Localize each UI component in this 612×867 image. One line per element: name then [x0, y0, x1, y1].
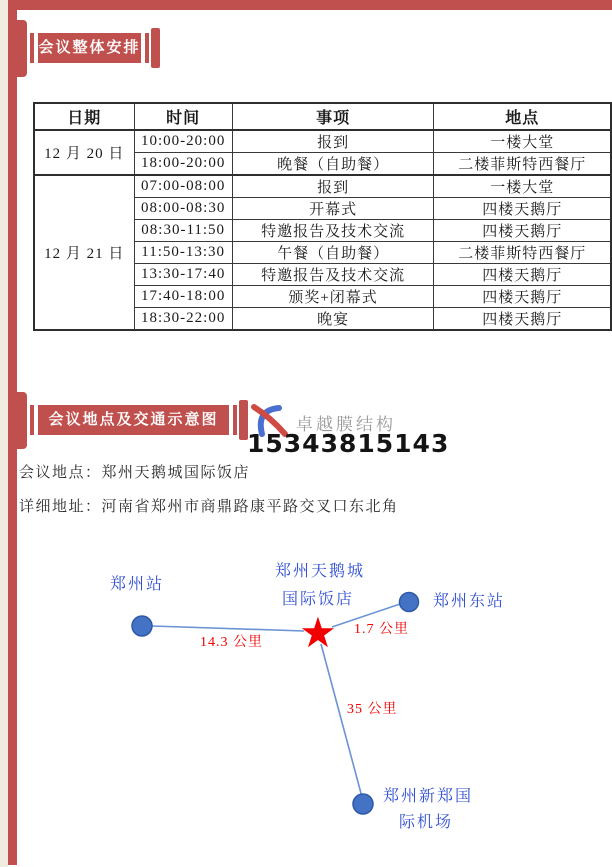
place-cell: 一楼大堂 — [434, 130, 611, 153]
item-cell: 晚餐（自助餐） — [232, 153, 434, 176]
banner1-right-tall-bar — [151, 28, 160, 68]
station-east-node — [400, 593, 419, 612]
banner1-left-stripe — [30, 33, 34, 63]
airport-label-line2: 际机场 — [398, 814, 454, 831]
time-cell: 11:50-13:30 — [134, 242, 232, 264]
place-cell: 四楼天鹅厅 — [434, 264, 611, 286]
item-cell: 午餐（自助餐） — [232, 242, 434, 264]
item-cell: 特邀报告及技术交流 — [232, 220, 434, 242]
route-airport-line — [321, 644, 362, 797]
airport-label-line1: 郑州新郑国 — [382, 788, 474, 805]
col-header-place: 地点 — [434, 103, 611, 130]
item-cell: 特邀报告及技术交流 — [232, 264, 434, 286]
distance-east-label: 1.7 公里 — [354, 622, 409, 637]
venue-line: 会议地点：郑州天鹅城国际饭店 — [19, 464, 251, 481]
banner2-right-stripe — [233, 405, 237, 435]
time-cell: 08:30-11:50 — [134, 220, 232, 242]
col-header-item: 事项 — [232, 103, 434, 130]
time-cell: 18:00-20:00 — [134, 153, 232, 176]
section1-title: 会议整体安排 — [38, 33, 141, 63]
station-west-node — [132, 616, 152, 636]
place-cell: 四楼天鹅厅 — [434, 198, 611, 220]
section2-title: 会议地点及交通示意图 — [38, 405, 229, 435]
banner1-left-tall-bar — [13, 20, 27, 77]
place-cell: 四楼天鹅厅 — [434, 286, 611, 308]
station-east-label: 郑州东站 — [433, 593, 506, 610]
station-west-label: 郑州站 — [110, 576, 165, 593]
banner2-left-tall-bar — [13, 392, 27, 449]
table-row — [34, 175, 611, 198]
address-line: 详细地址：河南省郑州市商鼎路康平路交叉口东北角 — [19, 498, 399, 515]
distance-west-label: 14.3 公里 — [200, 635, 263, 650]
table-row — [34, 130, 611, 153]
hotel-label-line1: 郑州天鹅城 — [274, 563, 366, 580]
time-cell: 08:00-08:30 — [134, 198, 232, 220]
date-cell: 12 月 21 日 — [34, 175, 134, 330]
item-cell: 报到 — [232, 175, 434, 198]
place-cell: 四楼天鹅厅 — [434, 220, 611, 242]
banner1-right-stripe — [145, 33, 149, 63]
item-cell: 颁奖+闭幕式 — [232, 286, 434, 308]
time-cell: 17:40-18:00 — [134, 286, 232, 308]
place-cell: 一楼大堂 — [434, 175, 611, 198]
col-header-date: 日期 — [34, 103, 134, 130]
item-cell: 开幕式 — [232, 198, 434, 220]
place-cell: 四楼天鹅厅 — [434, 308, 611, 331]
hotel-star-icon: ★ — [299, 609, 337, 656]
date-cell: 12 月 20 日 — [34, 130, 134, 175]
traffic-map — [0, 540, 612, 867]
phone-number: 15343815143 — [247, 429, 450, 458]
hotel-label-line2: 国际饭店 — [281, 591, 355, 608]
banner2-left-stripe — [30, 405, 34, 435]
item-cell: 晚宴 — [232, 308, 434, 331]
place-cell: 二楼菲斯特西餐厅 — [434, 242, 611, 264]
time-cell: 13:30-17:40 — [134, 264, 232, 286]
time-cell: 07:00-08:00 — [134, 175, 232, 198]
time-cell: 10:00-20:00 — [134, 130, 232, 153]
schedule-table — [33, 102, 612, 331]
company-name: 卓越膜结构 — [296, 415, 396, 434]
col-header-time: 时间 — [134, 103, 232, 130]
top-red-border — [8, 0, 612, 10]
place-cell: 二楼菲斯特西餐厅 — [434, 153, 611, 176]
time-cell: 18:30-22:00 — [134, 308, 232, 331]
item-cell: 报到 — [232, 130, 434, 153]
distance-airport-label: 35 公里 — [347, 702, 398, 717]
route-west-line — [152, 626, 304, 631]
airport-node — [353, 794, 373, 814]
table-header-row — [34, 103, 611, 130]
